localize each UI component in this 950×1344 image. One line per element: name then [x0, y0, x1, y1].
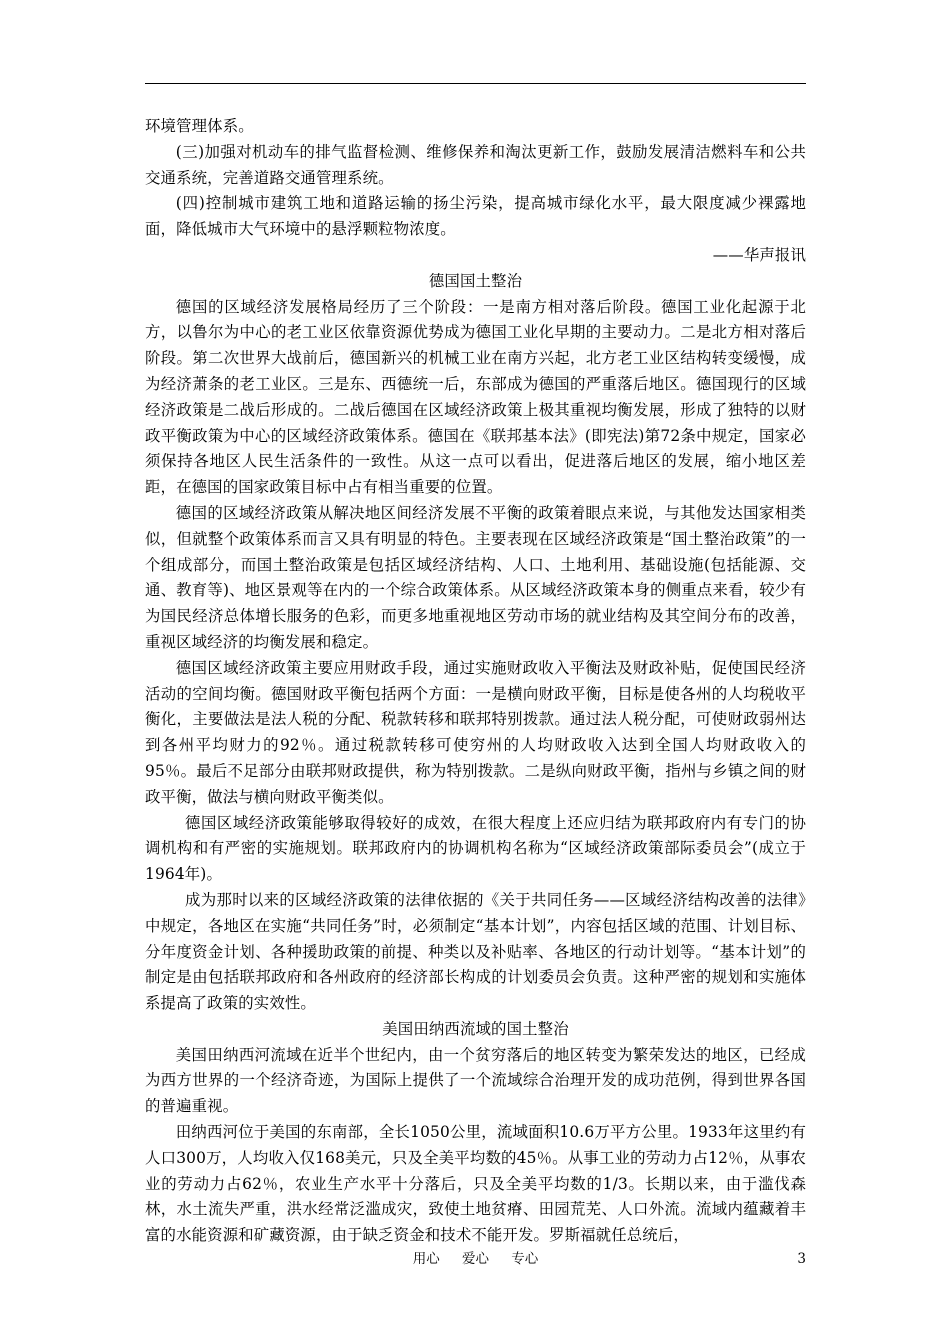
- document-body: [145, 114, 806, 1249]
- paragraph: (三)加强对机动车的排气监督检测、维修保养和淘汰更新工作，鼓励发展清洁燃料车和公共交通系统，完善道路交通管理系统。: [145, 142, 806, 187]
- paragraph: 美国田纳西河流域在近半个世纪内，由一个贫穷落后的地区转变为繁荣发达的地区，已经成为西方世界的一个经济奇迹，为国际上提供了一个流域综合治理开发的成功范例，得到世界各国的普遍重视。: [145, 1045, 806, 1116]
- section-heading: 美国田纳西流域的国土整治: [382, 1019, 569, 1038]
- page-footer: [145, 1249, 806, 1269]
- paragraph: 德国的区域经济政策从解决地区间经济发展不平衡的政策着眼点来说，与其他发达国家相类似，但就整个政策体系而言又具有明显的特色。主要表现在区域经济政策是“国土整治政策”的一个组成部分，而国土整治政策是包括区域经济结构、人口、土地利用、基础设施(包括能源、交通、教育等)、地区景观等在内的一个综合政策体系。从区域经济政策本身的侧重点来看，较少有为国民经济总体增长服务的色彩，而更多地重视地区劳动市场的就业结构及其空间分布的改善，重视区域经济的均衡发展和稳定。: [145, 503, 806, 651]
- footer-motto-word: 专心: [511, 1251, 539, 1267]
- page-number: 3: [797, 1251, 806, 1267]
- section-heading: 德国国土整治: [428, 271, 523, 290]
- paragraph: 德国的区域经济发展格局经历了三个阶段：一是南方相对落后阶段。德国工业化起源于北方，以鲁尔为中心的老工业区依靠资源优势成为德国工业化早期的主要动力。二是北方相对落后阶段。第二次世界大战前后，德国新兴的机械工业在南方兴起，北方老工业区结构转变缓慢，成为经济萧条的老工业区。三是东、西德统一后，东部成为德国的严重落后地区。德国现行的区域经济政策是二战后形成的。二战后德国在区域经济政策上极其重视均衡发展，形成了独特的以财政平衡政策为中心的区域经济政策体系。德国在《联邦基本法》(即宪法)第72条中规定，国家必须保持各地区人民生活条件的一致性。从这一点可以看出，促进落后地区的发展，缩小地区差距，在德国的国家政策目标中占有相当重要的位置。: [145, 297, 806, 497]
- footer-motto-word: 用心: [412, 1251, 440, 1267]
- paragraph: 成为那时以来的区域经济政策的法律依据的《关于共同任务——区域经济结构改善的法律》中规定，各地区在实施“共同任务”时，必须制定“基本计划”，内容包括区域的范围、计划目标、分年度资金计划、各种援助政策的前提、种类以及补贴率、各地区的行动计划等。“基本计划”的制定是由包括联邦政府和各州政府的经济部长构成的计划委员会负责。这种严密的规划和实施体系提高了政策的实效性。: [145, 890, 806, 1013]
- footer-motto: [145, 1249, 806, 1269]
- paragraph: 德国区域经济政策能够取得较好的成效，在很大程度上还应归结为联邦政府内有专门的协调机构和有严密的实施规划。联邦政府内的协调机构名称为“区域经济政策部际委员会”(成立于1964年)。: [145, 813, 806, 884]
- paragraph: (四)控制城市建筑工地和道路运输的扬尘污染，提高城市绿化水平，最大限度减少裸露地面，降低城市大气环境中的悬浮颗粒物浓度。: [145, 194, 806, 239]
- source-attribution: ——华声报讯: [712, 245, 806, 264]
- paragraph: 田纳西河位于美国的东南部，全长1050公里，流域面积10.6万平方公里。1933年这里约有人口300万，人均收入仅168美元，只及全美平均数的45％。从事工业的劳动力占12％，从事农业的劳动力占62％，农业生产水平十分落后，只及全美平均数的1/3。长期以来，由于滥伐森林，水土流失严重，洪水经常泛滥成灾，致使土地贫瘠、田园荒芜、人口外流。流域内蕴藏着丰富的水能资源和矿藏资源，由于缺乏资金和技术不能开发。罗斯福就任总统后，: [145, 1123, 806, 1245]
- paragraph: 环境管理体系。: [145, 117, 254, 135]
- paragraph: 德国区域经济政策主要应用财政手段，通过实施财政收入平衡法及财政补贴，促使国民经济活动的空间均衡。德国财政平衡包括两个方面：一是横向财政平衡，目标是使各州的人均税收平衡化，主要做法是法人税的分配、税款转移和联邦特别拨款。通过法人税分配，可使财政弱州达到各州平均财力的92％。通过税款转移可使穷州的人均财政收入达到全国人均财政收入的95％。最后不足部分由联邦财政提供，称为特别拨款。二是纵向财政平衡，指州与乡镇之间的财政平衡，做法与横向财政平衡类似。: [145, 658, 806, 806]
- footer-motto-word: 爱心: [462, 1251, 489, 1267]
- header-rule: [145, 83, 806, 84]
